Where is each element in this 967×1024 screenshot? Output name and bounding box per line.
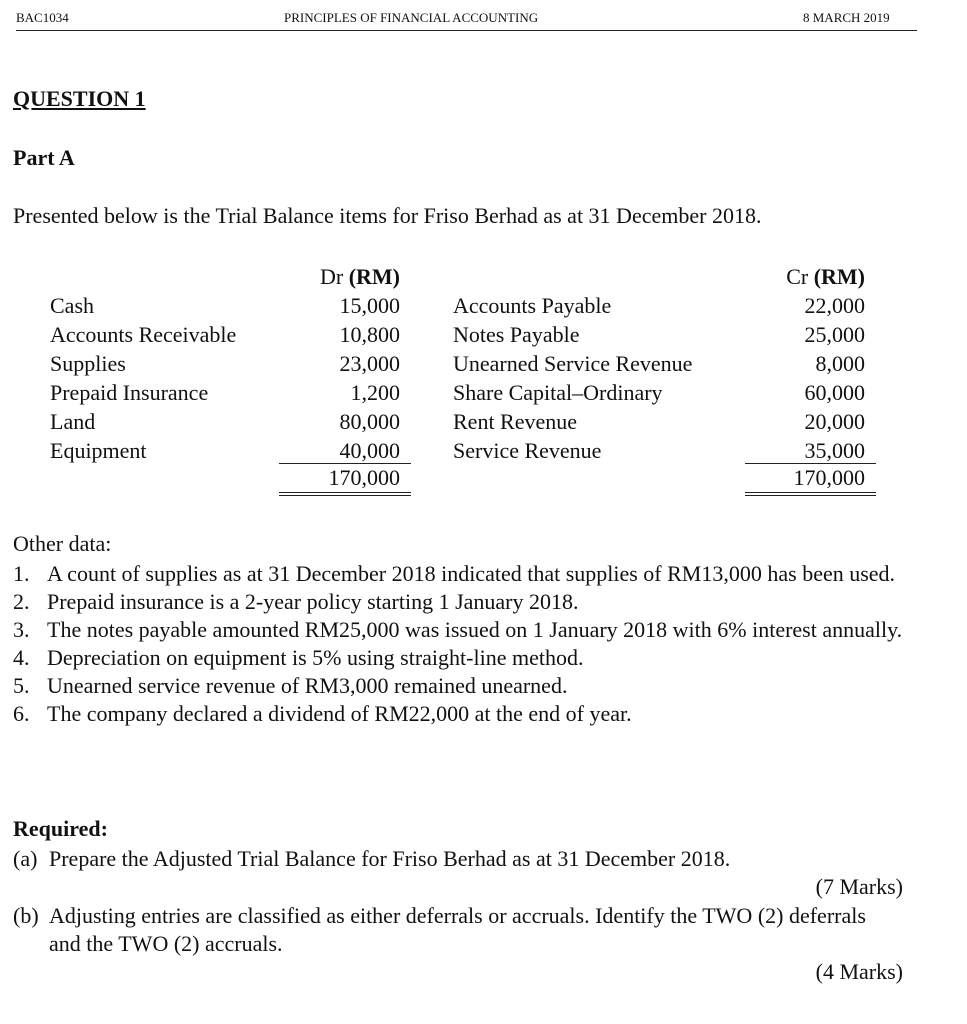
cr-header-unit: (RM) bbox=[813, 264, 865, 289]
credit-amount: 20,000 bbox=[804, 409, 865, 434]
debit-amount: 1,200 bbox=[350, 380, 400, 405]
debit-amount: 23,000 bbox=[339, 351, 400, 376]
item-number: 3. bbox=[13, 617, 30, 642]
credit-account: Notes Payable bbox=[453, 322, 580, 347]
exam-date: 8 MARCH 2019 bbox=[803, 10, 890, 25]
cr-total-rule-1 bbox=[745, 492, 876, 493]
debit-account: Supplies bbox=[50, 351, 126, 376]
credit-account: Unearned Service Revenue bbox=[453, 351, 693, 376]
credit-amount: 35,000 bbox=[804, 438, 865, 463]
debit-account: Equipment bbox=[50, 438, 147, 463]
required-item-a bbox=[13, 845, 903, 873]
dr-total: 170,000 bbox=[328, 465, 400, 490]
cr-total-rule-2 bbox=[745, 495, 876, 496]
part-title: Part A bbox=[13, 145, 75, 170]
debit-account-names bbox=[50, 262, 236, 465]
marks-b: (4 Marks) bbox=[815, 959, 903, 984]
item-text: Prepare the Adjusted Trial Balance for Friso Berhad as at 31 December 2018. bbox=[49, 846, 731, 871]
required-item-b bbox=[13, 902, 903, 958]
cr-header bbox=[740, 262, 865, 291]
item-number: 4. bbox=[13, 645, 30, 670]
intro-text: Presented below is the Trial Balance items for Friso Berhad as at 31 December 2018. bbox=[13, 203, 762, 228]
item-text: The notes payable amounted RM25,000 was issued on 1 January 2018 with 6% interest annually. bbox=[47, 617, 903, 642]
debit-amount: 10,800 bbox=[339, 322, 400, 347]
item-label: (b) bbox=[13, 903, 39, 928]
credit-amount: 8,000 bbox=[815, 351, 865, 376]
course-title: PRINCIPLES OF FINANCIAL ACCOUNTING bbox=[284, 10, 539, 25]
item-text: Depreciation on equipment is 5% using straight-line method. bbox=[47, 645, 584, 670]
list-item bbox=[13, 560, 903, 588]
credit-account-names bbox=[453, 262, 692, 465]
debit-account: Prepaid Insurance bbox=[50, 380, 209, 405]
list-item bbox=[13, 588, 903, 616]
credit-amount: 22,000 bbox=[804, 293, 865, 318]
dr-header-unit: (RM) bbox=[348, 264, 400, 289]
debit-account: Accounts Receivable bbox=[50, 322, 237, 347]
credit-account: Accounts Payable bbox=[453, 293, 612, 318]
other-data-title: Other data: bbox=[13, 531, 112, 556]
list-item bbox=[13, 700, 903, 728]
list-item bbox=[13, 616, 903, 644]
question-title: QUESTION 1 bbox=[13, 86, 146, 111]
debit-account: Cash bbox=[50, 293, 94, 318]
required-title: Required: bbox=[13, 816, 108, 841]
credit-amount: 60,000 bbox=[804, 380, 865, 405]
item-text: Prepaid insurance is a 2-year policy starting 1 January 2018. bbox=[47, 589, 579, 614]
debit-amount: 80,000 bbox=[339, 409, 400, 434]
credit-account: Service Revenue bbox=[453, 438, 602, 463]
dr-header-label: Dr bbox=[319, 264, 349, 289]
credit-amount: 25,000 bbox=[804, 322, 865, 347]
other-data-list bbox=[13, 560, 903, 728]
item-text: The company declared a dividend of RM22,000 at the end of year. bbox=[47, 701, 632, 726]
item-text: A count of supplies as at 31 December 2018 indicated that supplies of RM13,000 has been used. bbox=[47, 561, 896, 586]
cr-total: 170,000 bbox=[793, 465, 865, 490]
debit-amount: 15,000 bbox=[339, 293, 400, 318]
course-code: BAC1034 bbox=[16, 10, 69, 25]
cr-header-label: Cr bbox=[786, 264, 814, 289]
item-number: 5. bbox=[13, 673, 30, 698]
dr-header bbox=[270, 262, 400, 291]
credit-amounts bbox=[740, 262, 865, 465]
item-number: 6. bbox=[13, 701, 30, 726]
item-text: Adjusting entries are classified as either deferrals or accruals. Identify the TWO (2) deferrals and the TWO (2) accruals. bbox=[49, 903, 866, 956]
list-item bbox=[13, 672, 903, 700]
list-item bbox=[13, 644, 903, 672]
item-number: 2. bbox=[13, 589, 30, 614]
item-text: Unearned service revenue of RM3,000 remained unearned. bbox=[47, 673, 568, 698]
item-number: 1. bbox=[13, 561, 30, 586]
debit-amounts bbox=[270, 262, 400, 465]
debit-account: Land bbox=[50, 409, 96, 434]
marks-a: (7 Marks) bbox=[815, 874, 903, 899]
item-label: (a) bbox=[13, 846, 38, 871]
dr-total-rule-2 bbox=[279, 495, 411, 496]
header-rule bbox=[16, 30, 917, 31]
credit-account: Rent Revenue bbox=[453, 409, 578, 434]
credit-account: Share Capital–Ordinary bbox=[453, 380, 663, 405]
dr-total-rule-1 bbox=[279, 492, 411, 493]
debit-amount: 40,000 bbox=[339, 438, 400, 463]
